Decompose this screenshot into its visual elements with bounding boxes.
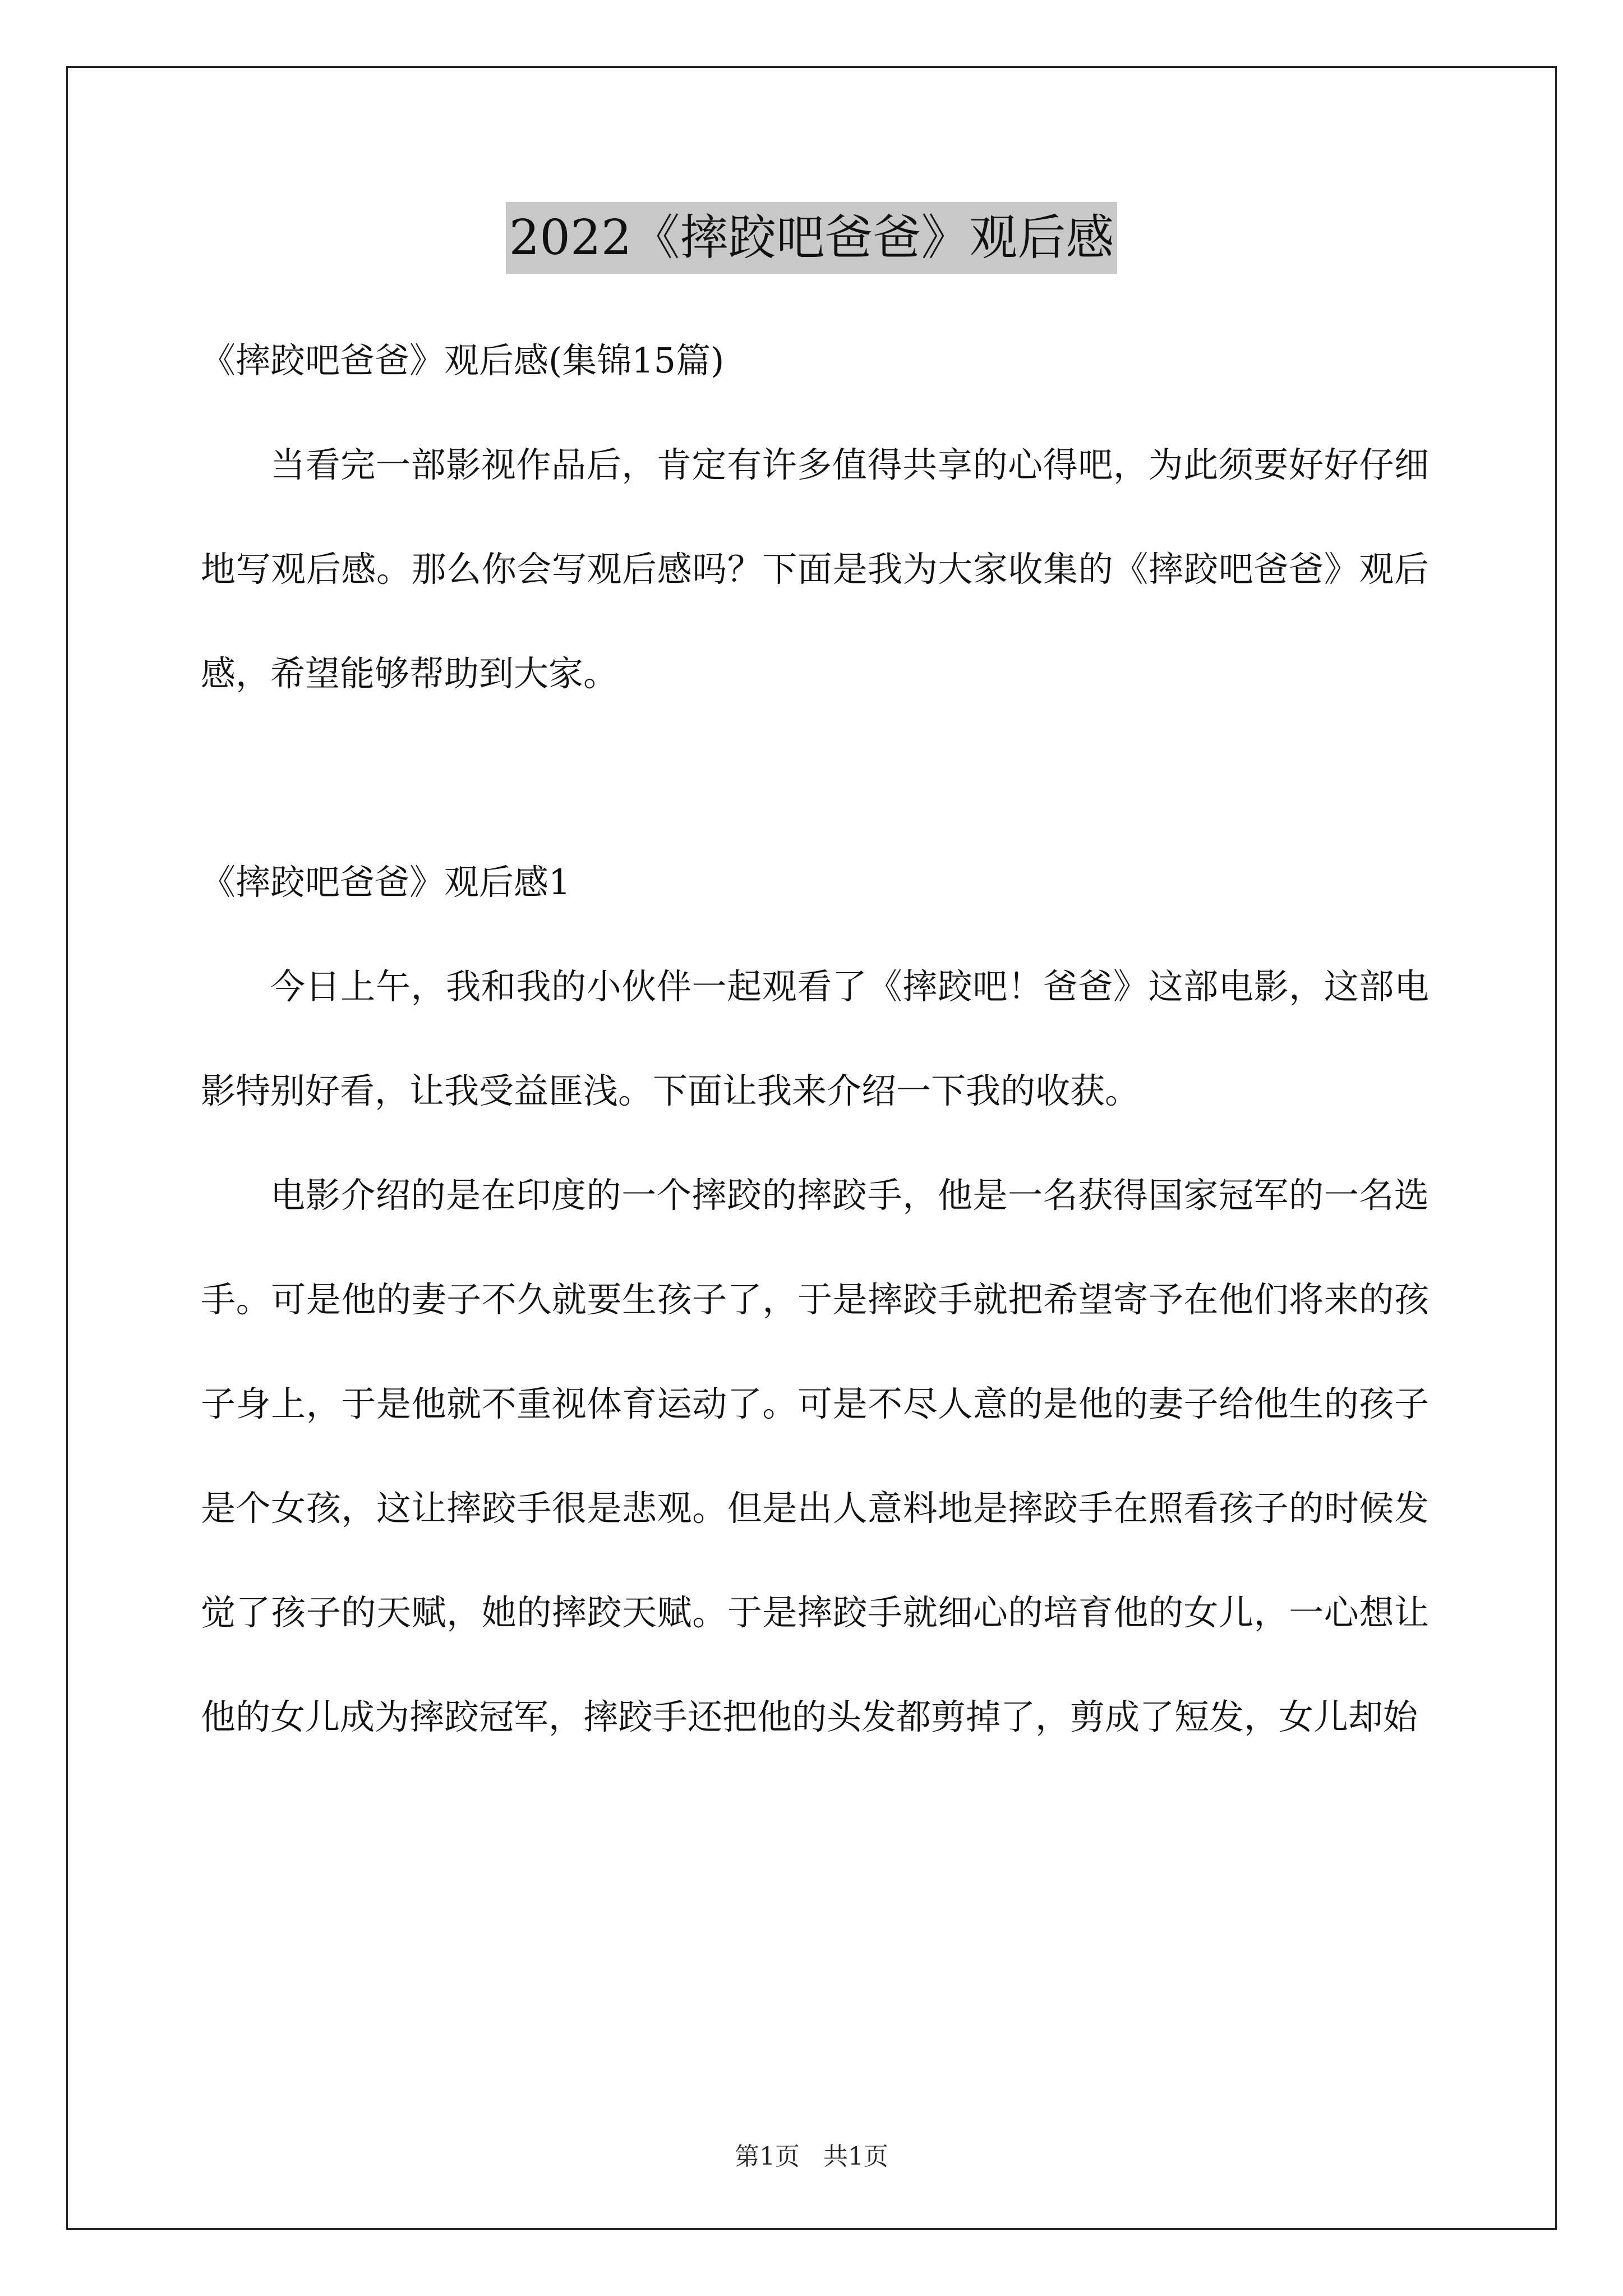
body-paragraph: 电影介绍的是在印度的一个摔跤的摔跤手，他是一名获得国家冠军的一名选手。可是他的妻子不久就要生孩子了，于是摔跤手就把希望寄予在他们将来的孩子身上，于是他就不重视体育运动了。可是不尽人意的是他的妻子给他生的孩子是个女孩，这让摔跤手很是悲观。但是出人意料地是摔跤手在照看孩子的时候发觉了孩子的天赋，她的摔跤天赋。于是摔跤手就细心的培育他的女儿，一心想让他的女儿成为摔跤冠军，摔跤手还把他的头发都剪掉了，剪成了短发，女儿却始 — [201, 1175, 1429, 1737]
document-title: 2022《摔跤吧爸爸》观后感 — [506, 202, 1118, 274]
body-paragraph: 今日上午，我和我的小伙伴一起观看了《摔跤吧！爸爸》这部电影，这部电影特别好看，让我受益匪浅。下面让我来介绍一下我的收获。 — [201, 966, 1429, 1111]
section-heading: 《摔跤吧爸爸》观后感1 — [201, 862, 571, 903]
title-container — [0, 202, 1623, 274]
document-body — [201, 309, 1429, 1769]
page-footer: 第1页 共1页 — [735, 2142, 888, 2171]
intro-paragraph: 当看完一部影视作品后，肯定有许多值得共享的心得吧，为此须要好好仔细地写观后感。那么你会写观后感吗？下面是我为大家收集的《摔跤吧爸爸》观后感，希望能够帮助到大家。 — [201, 444, 1429, 694]
spacer — [201, 726, 1429, 830]
collection-heading: 《摔跤吧爸爸》观后感(集锦15篇) — [201, 340, 725, 381]
